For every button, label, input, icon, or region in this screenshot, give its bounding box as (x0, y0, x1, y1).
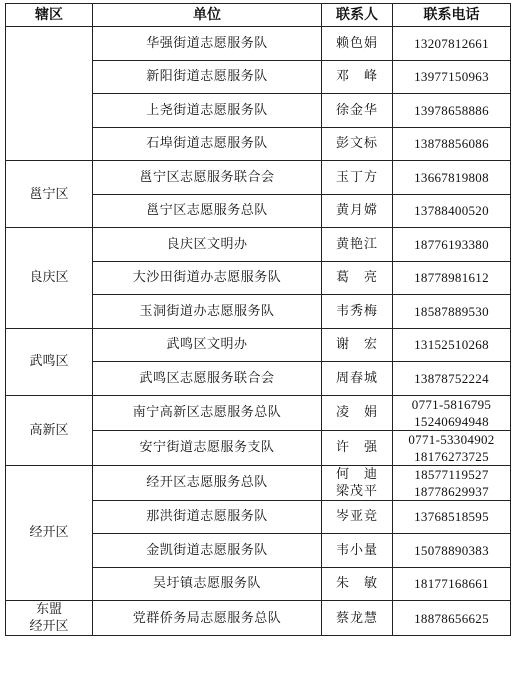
unit-cell: 华强街道志愿服务队 (93, 27, 322, 61)
phone-number: 13152510268 (414, 337, 489, 353)
unit-cell: 邕宁区志愿服务总队 (93, 194, 322, 228)
phone-cell (393, 228, 511, 262)
contact-cell (322, 362, 393, 396)
phone-cell (393, 601, 511, 636)
contact-name: 朱 敏 (335, 576, 378, 592)
contact-name: 蔡龙慧 (335, 610, 378, 626)
contact-name: 岑亚竞 (335, 509, 378, 525)
phone-cell (393, 534, 511, 568)
contact-cell (322, 194, 393, 228)
phone-number: 13667819808 (414, 169, 489, 185)
unit-cell: 安宁街道志愿服务支队 (93, 430, 322, 465)
contact-name: 徐金华 (335, 102, 378, 118)
contact-cell (322, 228, 393, 262)
header-district: 辖区 (6, 4, 93, 27)
district-cell: 高新区 (6, 395, 93, 465)
phone-cell (393, 465, 511, 500)
phone-number: 18176273725 (414, 448, 489, 464)
contact-name: 梁茂平 (335, 483, 378, 499)
contact-cell (322, 465, 393, 500)
contact-name: 邓 峰 (335, 69, 378, 85)
unit-cell: 武鸣区文明办 (93, 328, 322, 362)
unit-cell: 那洪街道志愿服务队 (93, 500, 322, 534)
contact-cell (322, 601, 393, 636)
unit-cell: 石埠街道志愿服务队 (93, 127, 322, 161)
phone-number: 15078890383 (414, 542, 489, 558)
contact-cell (322, 430, 393, 465)
contact-cell (322, 295, 393, 329)
phone-cell (393, 60, 511, 94)
phone-number: 18587889530 (414, 303, 489, 319)
phone-number: 13978658886 (414, 102, 489, 118)
contact-name: 许 强 (335, 440, 378, 455)
district-cell: 良庆区 (6, 228, 93, 329)
phone-cell (393, 567, 511, 601)
phone-cell (393, 94, 511, 128)
phone-cell (393, 395, 511, 430)
phone-number: 13788400520 (414, 203, 489, 219)
district-cell: 邕宁区 (6, 161, 93, 228)
phone-cell (393, 328, 511, 362)
contact-name: 赖色娟 (335, 35, 378, 51)
phone-number: 18778629937 (414, 483, 489, 499)
unit-cell: 吴圩镇志愿服务队 (93, 567, 322, 601)
phone-number: 0771-53304902 (408, 431, 495, 447)
contact-name: 黄月嫦 (335, 203, 378, 219)
header-row (6, 4, 511, 27)
table-row (6, 228, 511, 262)
unit-cell: 武鸣区志愿服务联合会 (93, 362, 322, 396)
unit-cell: 上尧街道志愿服务队 (93, 94, 322, 128)
contact-cell (322, 27, 393, 61)
unit-cell: 金凯街道志愿服务队 (93, 534, 322, 568)
contact-cell (322, 127, 393, 161)
district-cell: 经开区 (6, 465, 93, 601)
phone-cell (393, 261, 511, 295)
table-row (6, 161, 511, 195)
district-line: 东盟 (35, 602, 62, 617)
table-row (6, 328, 511, 362)
unit-cell: 新阳街道志愿服务队 (93, 60, 322, 94)
district-cell (6, 601, 93, 636)
contact-name: 周春城 (335, 370, 378, 386)
contact-cell (322, 534, 393, 568)
phone-cell (393, 362, 511, 396)
unit-cell: 良庆区文明办 (93, 228, 322, 262)
phone-number: 18177168661 (414, 576, 489, 592)
contact-name: 黄艳江 (335, 236, 378, 252)
district-cell: 武鸣区 (6, 328, 93, 395)
volunteer-contact-table (5, 3, 511, 636)
phone-cell (393, 430, 511, 465)
contact-name: 葛 亮 (335, 270, 378, 286)
contact-cell (322, 161, 393, 195)
phone-number: 13878856086 (414, 136, 489, 152)
contact-cell (322, 500, 393, 534)
phone-number: 18778981612 (414, 270, 489, 286)
contact-cell (322, 567, 393, 601)
contact-name: 韦秀梅 (335, 303, 378, 319)
phone-number: 0771-5816795 (411, 396, 492, 412)
table-row (6, 395, 511, 430)
district-cell (6, 27, 93, 161)
header-phone: 联系电话 (393, 4, 511, 27)
unit-cell: 邕宁区志愿服务联合会 (93, 161, 322, 195)
contact-name: 何 迪 (335, 466, 378, 482)
phone-number: 13878752224 (414, 370, 489, 386)
table-header (6, 4, 511, 27)
phone-number: 13768518595 (414, 509, 489, 525)
phone-number: 13207812661 (414, 35, 489, 51)
table-row (6, 601, 511, 636)
unit-cell: 玉洞街道办志愿服务队 (93, 295, 322, 329)
contact-name: 彭文标 (335, 136, 378, 152)
phone-cell (393, 295, 511, 329)
phone-cell (393, 161, 511, 195)
contact-name: 韦小量 (335, 542, 378, 558)
unit-cell: 经开区志愿服务总队 (93, 465, 322, 500)
phone-cell (393, 500, 511, 534)
contact-cell (322, 94, 393, 128)
unit-cell: 党群侨务局志愿服务总队 (93, 601, 322, 636)
table-row (6, 27, 511, 61)
phone-cell (393, 194, 511, 228)
unit-cell: 大沙田街道办志愿服务队 (93, 261, 322, 295)
phone-cell (393, 127, 511, 161)
district-line: 经开区 (29, 619, 69, 634)
table-body (6, 27, 511, 636)
contact-cell (322, 395, 393, 430)
phone-number: 18577119527 (414, 466, 489, 482)
phone-number: 18776193380 (414, 236, 489, 252)
contact-cell (322, 328, 393, 362)
contact-name: 谢 宏 (335, 337, 378, 353)
volunteer-contact-table-wrapper (5, 3, 511, 636)
contact-cell (322, 60, 393, 94)
unit-cell: 南宁高新区志愿服务总队 (93, 395, 322, 430)
phone-cell (393, 27, 511, 61)
contact-name: 玉丁方 (335, 169, 378, 185)
header-contact: 联系人 (322, 4, 393, 27)
header-unit: 单位 (93, 4, 322, 27)
contact-cell (322, 261, 393, 295)
phone-number: 18878656625 (414, 610, 489, 626)
contact-name: 凌 娟 (335, 405, 378, 420)
phone-number: 15240694948 (414, 413, 489, 429)
table-row (6, 465, 511, 500)
phone-number: 13977150963 (414, 69, 489, 85)
